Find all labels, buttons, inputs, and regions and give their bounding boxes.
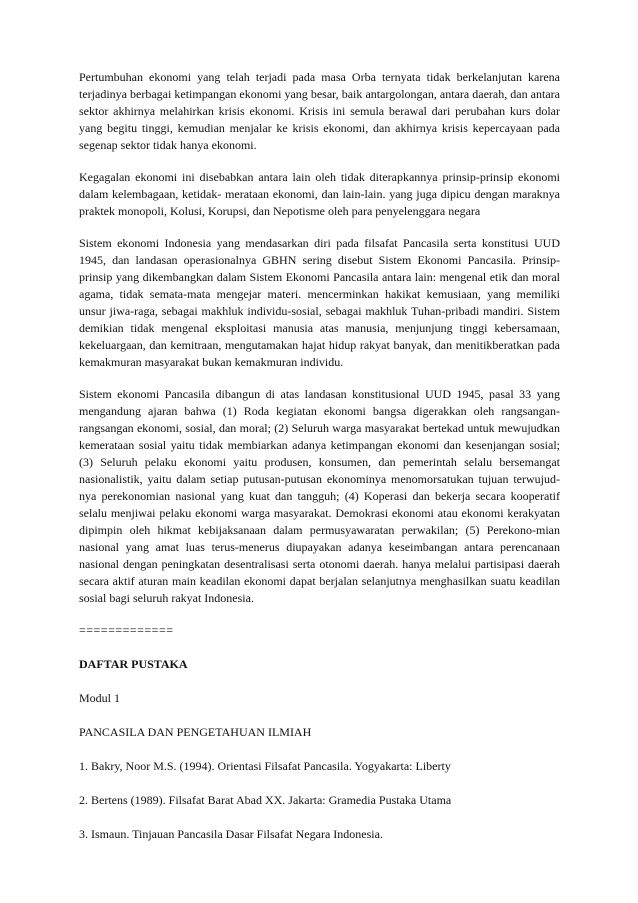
paragraph-uud-1945: Sistem ekonomi Pancasila dibangun di atas landasan konstitusional UUD 1945, pasal 33 yang mengandung ajaran bahwa (1) Roda kegiatan ekonomi bangsa digerakkan oleh rangsangan-rangsangan ekonomi, sosial, dan moral; (2) Seluruh warga masyarakat bertekad untuk mewujudkan kemerataan sosial yaitu tidak membiarkan adanya ketimpangan ekonomi dan kesenjangan sosial; (3) Seluruh pelaku ekonomi yaitu produsen, konsumen, dan pemerintah selalu bersemangat nasionalistik, yaitu dalam setiap putusan-putusan ekonominya menomorsatukan tujuan terwujud-nya perekonomian nasional yang kuat dan tangguh; (4) Koperasi dan bekerja secara kooperatif selalu menjiwai pelaku ekonomi warga masyarakat. Demokrasi ekonomi atau ekonomi kerakyatan dipimpin oleh hikmat kebijaksanaan dalam permusyawaratan perwakilan; (5) Perekono-mian nasional yang amat luas terus-menerus diupayakan adanya keseimbangan antara perencanaan nasional dengan peningkatan desentralisasi serta otonomi daerah. hanya melalui partisipasi daerah secara aktif aturan main keadilan ekonomi dapat berjalan selanjutnya menghasilkan suatu keadilan sosial bagi seluruh rakyat Indonesia.: [79, 387, 560, 605]
paragraph-economic-failure: Kegagalan ekonomi ini disebabkan antara lain oleh tidak diterapkannya prinsip-prinsip ekonomi dalam kelembagaan, ketidak- merataan ekonomi, dan lain-lain. yang juga dipicu dengan maraknya praktek monopoli, Kolusi, Korupsi, dan Nepotisme oleh para penyelenggara negara: [79, 170, 560, 218]
reference-item: 2. Bertens (1989). Filsafat Barat Abad XX. Jakarta: Gramedia Pustaka Utama: [79, 793, 452, 807]
bibliography-heading: DAFTAR PUSTAKA: [79, 657, 188, 671]
reference-item: 1. Bakry, Noor M.S. (1994). Orientasi Filsafat Pancasila. Yogyakarta: Liberty: [79, 759, 451, 773]
paragraph-pancasila-system: Sistem ekonomi Indonesia yang mendasarkan diri pada filsafat Pancasila serta konstitusi UUD 1945, dan landasan operasionalnya GBHN sering disebut Sistem Ekonomi Pancasila. Prinsip-prinsip yang dikembangkan dalam Sistem Ekonomi Pancasila antara lain: mengenal etik dan moral agama, tidak semata-mata mengejar materi. mencerminkan hakikat kemusiaan, yang memiliki unsur jiwa-raga, sebagai makhluk individu-sosial, sebagai makhluk Tuhan-pribadi mandiri. Sistem demikian tidak mengenal eksploitasi manusia atas manusia, menjunjung tinggi kebersamaan, kekeluargaan, dan kemitraan, mengutamakan hajat hidup rakyat banyak, dan menitikberatkan pada kemakmuran masyarakat bukan kemakmuran individu.: [79, 236, 560, 369]
reference-item: 3. Ismaun. Tinjauan Pancasila Dasar Filsafat Negara Indonesia.: [79, 827, 383, 841]
section-separator: =============: [79, 623, 174, 637]
module-topic: PANCASILA DAN PENGETAHUAN ILMIAH: [79, 725, 312, 739]
module-label: Modul 1: [79, 691, 121, 705]
paragraph-orba-crisis: Pertumbuhan ekonomi yang telah terjadi pada masa Orba ternyata tidak berkelanjutan karena terjadinya berbagai ketimpangan ekonomi yang besar, baik antargolongan, antara daerah, dan antara sektor akhirnya melahirkan krisis ekonomi. Krisis ini semula berawal dari perubahan kurs dolar yang begitu tinggi, kemudian menjalar ke krisis ekonomi, dan akhirnya krisis kepercayaan pada segenap sektor tidak hanya ekonomi.: [79, 70, 560, 152]
